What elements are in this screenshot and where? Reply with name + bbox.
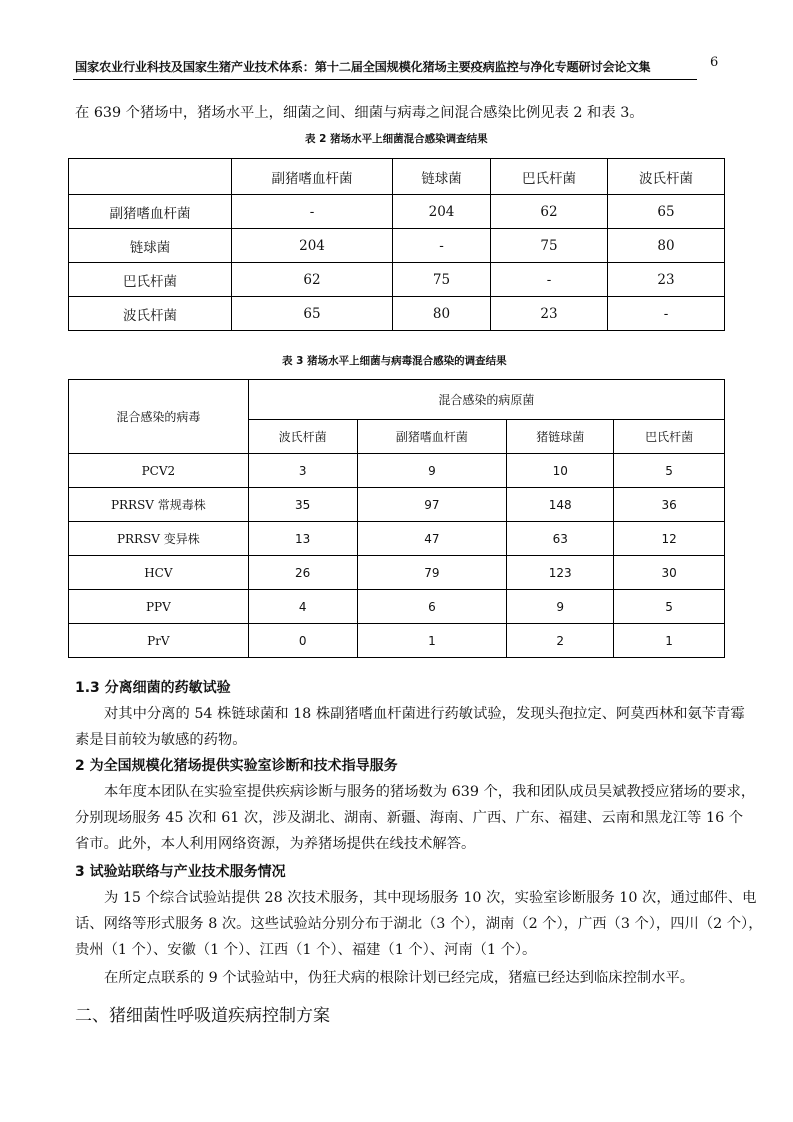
table-row (69, 488, 725, 522)
cell: 204 (393, 195, 491, 229)
cell: 5 (614, 590, 725, 624)
table-row (69, 522, 725, 556)
table3-header-cell: 副猪嗜血杆菌 (357, 420, 507, 454)
cell: 0 (248, 624, 357, 658)
cell: 13 (248, 522, 357, 556)
cell: - (608, 297, 725, 331)
cell: 23 (608, 263, 725, 297)
section-2-heading: 2 为全国规模化猪场提供实验室诊断和技术指导服务 (75, 758, 398, 774)
cell: 65 (232, 297, 393, 331)
cell: 10 (507, 454, 614, 488)
cell: 80 (608, 229, 725, 263)
cell: - (232, 195, 393, 229)
row-label: PPV (69, 590, 249, 624)
table2-header-cell (69, 159, 232, 195)
table-row (69, 590, 725, 624)
cell: 75 (491, 229, 608, 263)
table-row (69, 454, 725, 488)
row-label: 副猪嗜血杆菌 (69, 195, 232, 229)
table2-header-cell: 巴氏杆菌 (491, 159, 608, 195)
row-label: 链球菌 (69, 229, 232, 263)
cell: 5 (614, 454, 725, 488)
cell: 47 (357, 522, 507, 556)
table-row (69, 297, 725, 331)
row-label: PRRSV 常规毒株 (69, 488, 249, 522)
cell: 26 (248, 556, 357, 590)
cell: 30 (614, 556, 725, 590)
table2-header-cell: 副猪嗜血杆菌 (232, 159, 393, 195)
cell: 123 (507, 556, 614, 590)
cell: 148 (507, 488, 614, 522)
running-header: 国家农业行业科技及国家生猪产业技术体系：第十二届全国规模化猪场主要疫病监控与净化专题研讨会论文集 (75, 60, 651, 74)
row-label: PCV2 (69, 454, 249, 488)
header-rule (73, 79, 697, 80)
cell: 97 (357, 488, 507, 522)
cell: 1 (357, 624, 507, 658)
row-label: 波氏杆菌 (69, 297, 232, 331)
table3-caption: 表 3 猪场水平上细菌与病毒混合感染的调查结果 (282, 355, 507, 367)
cell: - (393, 229, 491, 263)
table3 (68, 379, 725, 658)
paragraph-line: 本年度本团队在实验室提供疾病诊断与服务的猪场数为 639 个，我和团队成员吴斌教授应猪场的要求， (104, 784, 756, 800)
cell: 12 (614, 522, 725, 556)
cell: 1 (614, 624, 725, 658)
cell: 4 (248, 590, 357, 624)
paragraph-line: 为 15 个综合试验站提供 28 次技术服务，其中现场服务 10 次，实验室诊断服务 10 次，通过邮件、电 (104, 890, 757, 906)
cell: 9 (357, 454, 507, 488)
row-header: 混合感染的病毒 (69, 380, 249, 454)
cell: 62 (232, 263, 393, 297)
paragraph-line: 话、网络等形式服务 8 次。这些试验站分别分布于湖北（3 个），湖南（2 个），广西（3 个），四川（2 个）， (75, 916, 763, 932)
table2 (68, 158, 725, 331)
cell: 65 (608, 195, 725, 229)
table2-header-cell: 链球菌 (393, 159, 491, 195)
table-row (69, 195, 725, 229)
page-number: 6 (710, 55, 719, 70)
section-3-heading: 3 试验站联络与产业技术服务情况 (75, 864, 286, 880)
table-row (69, 263, 725, 297)
cell: 204 (232, 229, 393, 263)
cell: 6 (357, 590, 507, 624)
cell: 23 (491, 297, 608, 331)
table-row (69, 556, 725, 590)
row-label: PRRSV 变异株 (69, 522, 249, 556)
paragraph-line: 分别现场服务 45 次和 61 次，涉及湖北、湖南、新疆、海南、广西、广东、福建、云南和黑龙江等 16 个 (75, 810, 744, 826)
paragraph-line: 省市。此外，本人利用网络资源，为养猪场提供在线技术解答。 (75, 836, 476, 852)
paragraph-line: 素是目前较为敏感的药物。 (75, 732, 247, 748)
row-label: 巴氏杆菌 (69, 263, 232, 297)
part-2-heading: 二、猪细菌性呼吸道疾病控制方案 (75, 1006, 330, 1026)
cell: 79 (357, 556, 507, 590)
cell: 2 (507, 624, 614, 658)
cell: 3 (248, 454, 357, 488)
cell: 35 (248, 488, 357, 522)
paragraph-line: 对其中分离的 54 株链球菌和 18 株副猪嗜血杆菌进行药敏试验，发现头孢拉定、阿莫西林和氨苄青霉 (104, 706, 745, 722)
table-row (69, 229, 725, 263)
table-row (69, 624, 725, 658)
row-label: PrV (69, 624, 249, 658)
intro-paragraph: 在 639 个猪场中，猪场水平上，细菌之间、细菌与病毒之间混合感染比例见表 2 和表 3。 (75, 105, 644, 121)
table3-header-cell: 猪链球菌 (507, 420, 614, 454)
cell: 36 (614, 488, 725, 522)
table3-header-cell: 波氏杆菌 (248, 420, 357, 454)
paragraph-line: 贵州（1 个）、安徽（1 个）、江西（1 个）、福建（1 个）、河南（1 个）。 (75, 942, 537, 958)
cell: 75 (393, 263, 491, 297)
cell: 63 (507, 522, 614, 556)
section-1-3-heading: 1.3 分离细菌的药敏试验 (75, 680, 231, 696)
cell: 80 (393, 297, 491, 331)
cell: 62 (491, 195, 608, 229)
cell: - (491, 263, 608, 297)
table3-header-cell: 巴氏杆菌 (614, 420, 725, 454)
paragraph-line: 在所定点联系的 9 个试验站中，伪狂犬病的根除计划已经完成，猪瘟已经达到临床控制水平。 (104, 970, 695, 986)
table2-caption: 表 2 猪场水平上细菌混合感染调查结果 (305, 133, 488, 145)
group-header: 混合感染的病原菌 (248, 380, 724, 420)
table2-header-cell: 波氏杆菌 (608, 159, 725, 195)
cell: 9 (507, 590, 614, 624)
row-label: HCV (69, 556, 249, 590)
